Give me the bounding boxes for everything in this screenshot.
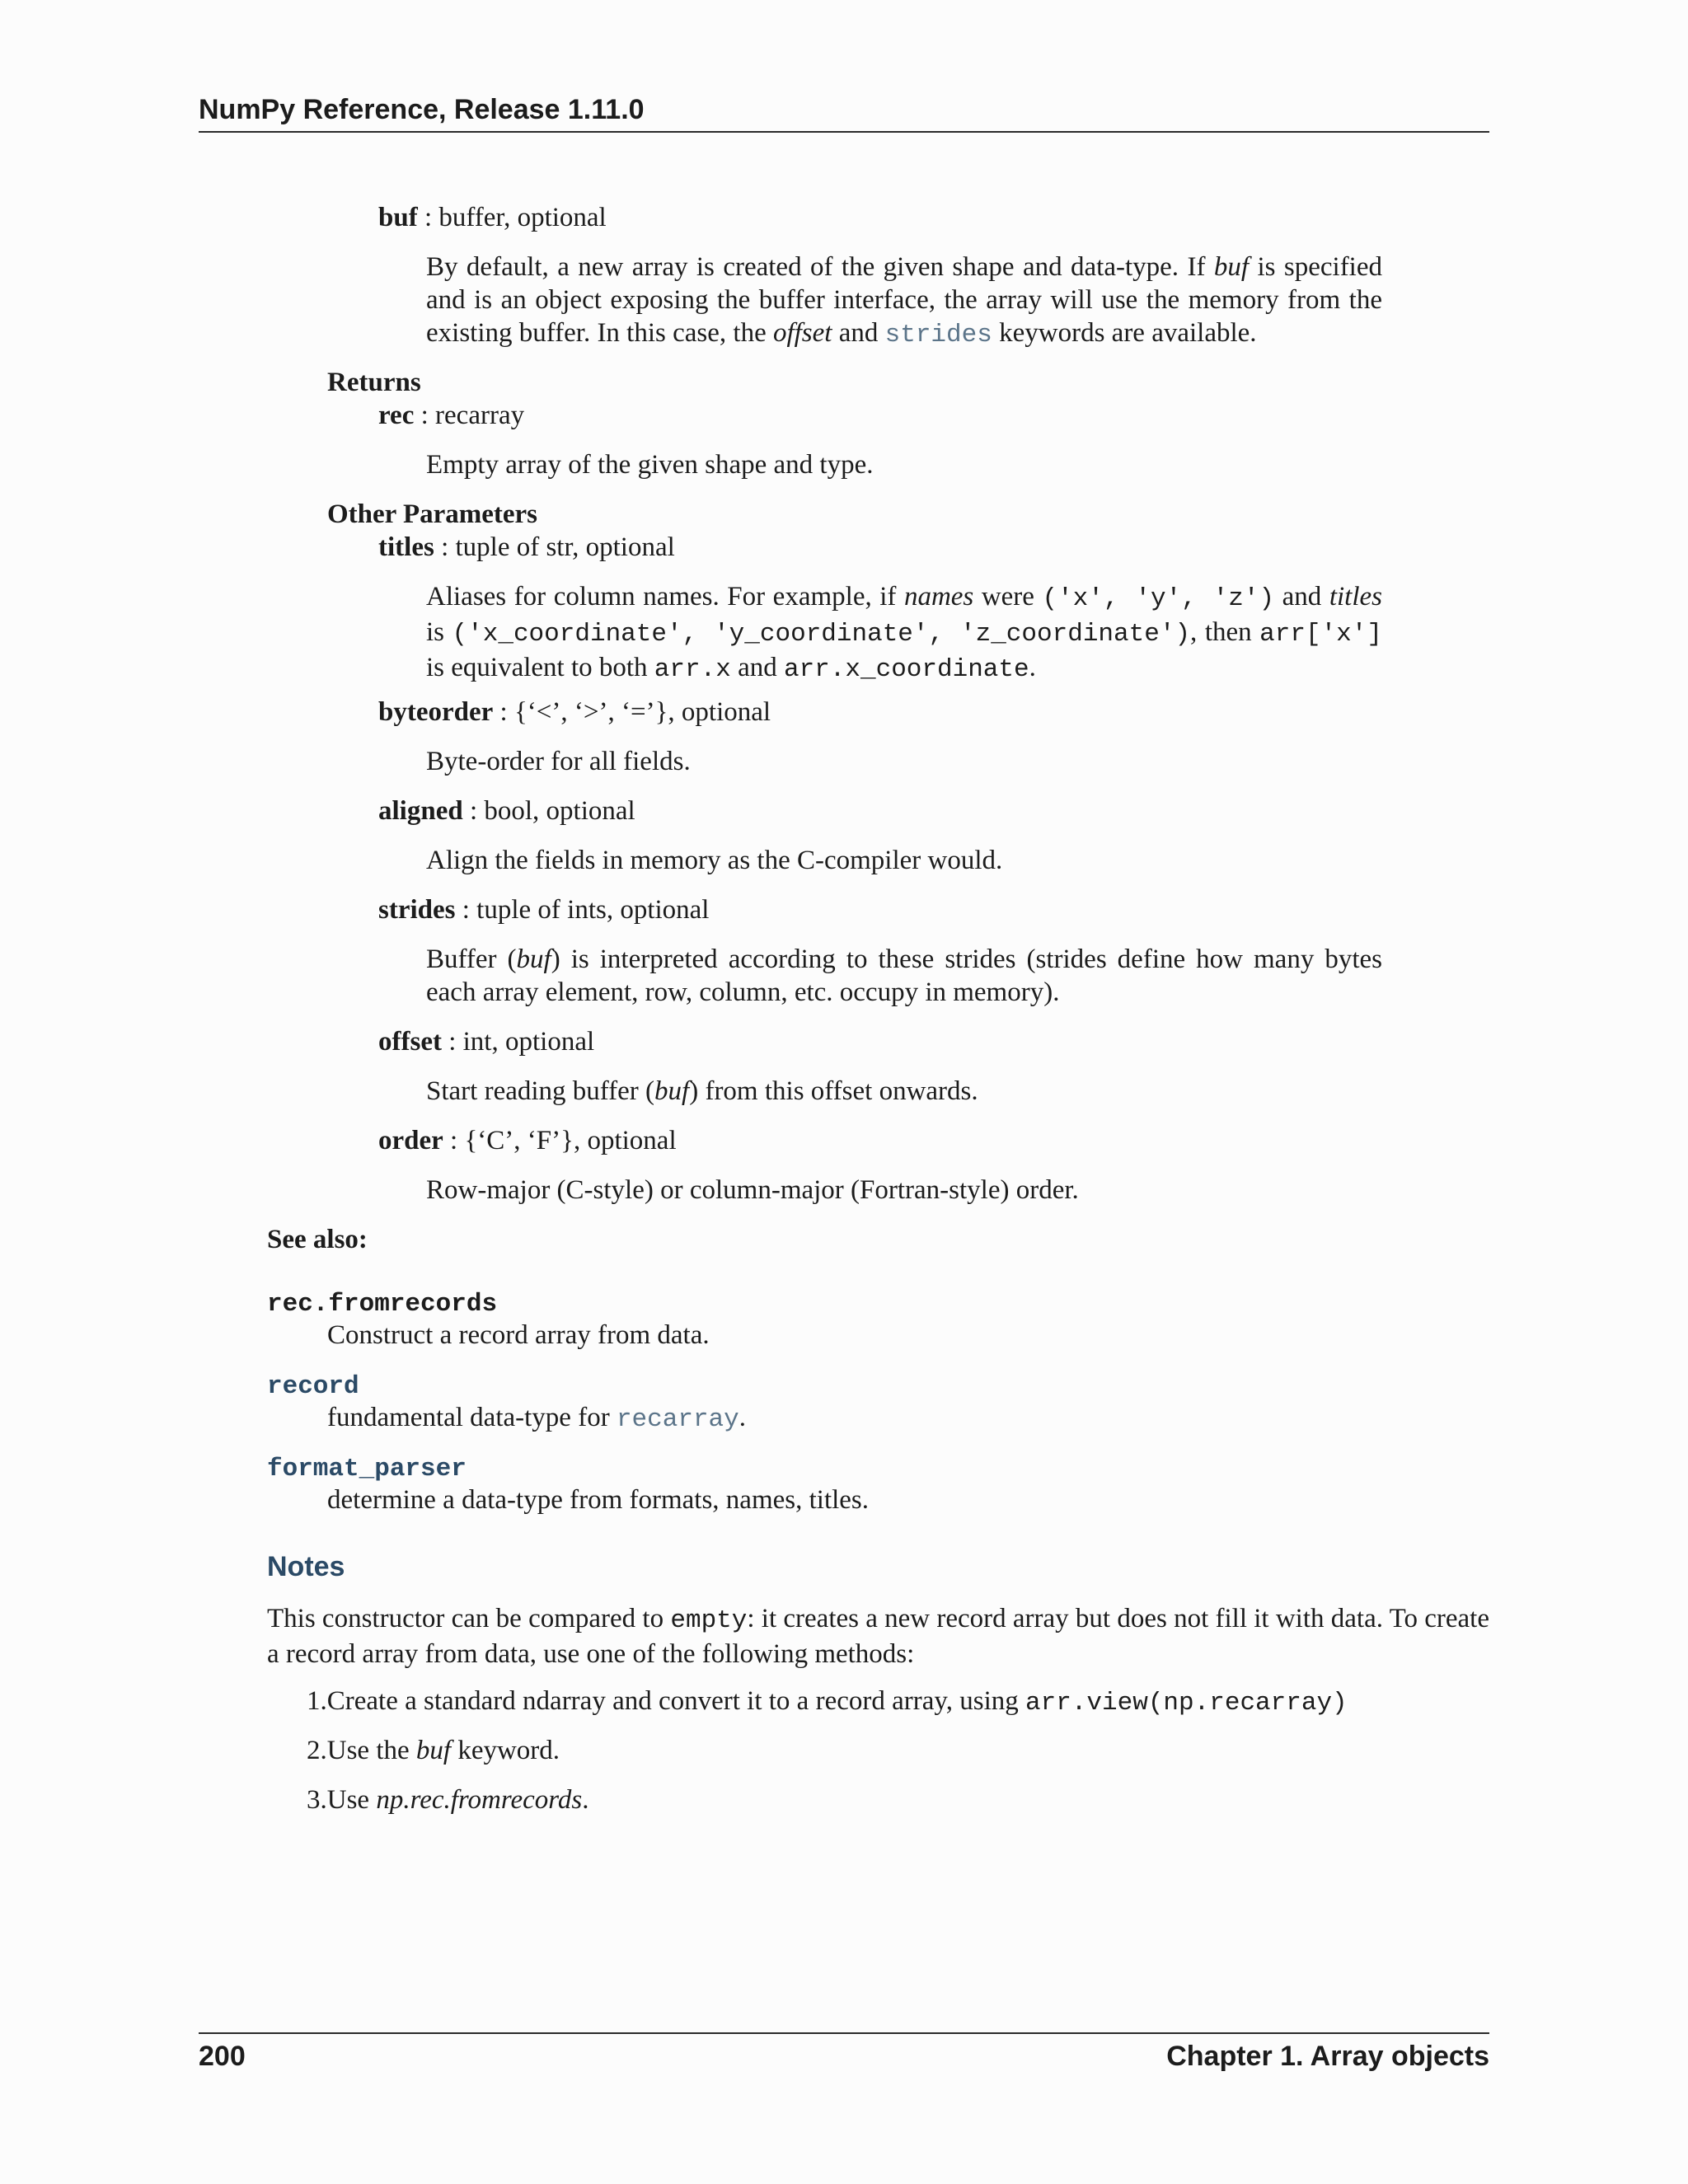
see-also-item-rec-fromrecords xyxy=(267,1290,710,1352)
desc-text: Buffer ( xyxy=(426,944,517,974)
notes-paragraph xyxy=(267,1602,1489,1671)
param-buf-description xyxy=(426,251,1382,352)
desc-text: . xyxy=(1029,653,1036,682)
desc-text: ) is interpreted according to these strides (strides define how many bytes each array element, row, column, etc. occupy in memory). xyxy=(426,944,1382,1007)
param-sep: : xyxy=(441,1027,463,1057)
desc-text: Use the xyxy=(326,1736,416,1765)
param-type: int, optional xyxy=(462,1027,595,1057)
param-name: order xyxy=(378,1126,443,1155)
desc-text: This constructor can be compared to xyxy=(267,1604,671,1633)
desc-text: . xyxy=(738,1403,747,1432)
notes-list-item xyxy=(307,1685,1348,1720)
see-also-desc: determine a data-type from formats, names, titles. xyxy=(327,1485,870,1515)
desc-text: and xyxy=(1274,582,1329,612)
param-titles xyxy=(378,531,675,564)
param-rec xyxy=(378,399,524,432)
see-also-desc xyxy=(327,1401,746,1436)
param-type: tuple of ints, optional xyxy=(476,895,710,925)
desc-text: is xyxy=(426,617,452,647)
param-name: buf xyxy=(378,203,418,232)
list-number: 1. xyxy=(307,1686,327,1716)
list-number: 2. xyxy=(307,1736,327,1765)
param-order-description: Row-major (C-style) or column-major (Fortran-style) order. xyxy=(426,1175,1079,1205)
desc-emphasis: buf xyxy=(654,1076,690,1106)
param-sep: : xyxy=(462,796,485,826)
desc-text: Use xyxy=(326,1785,377,1815)
desc-emphasis: buf xyxy=(1213,252,1250,282)
desc-emphasis: np.rec.fromrecords xyxy=(376,1785,583,1815)
desc-emphasis: names xyxy=(903,582,974,612)
inline-code: arr['x'] xyxy=(1259,620,1382,649)
strides-link[interactable]: strides xyxy=(884,321,992,349)
desc-emphasis: offset xyxy=(772,318,832,348)
desc-text: keyword. xyxy=(451,1736,560,1765)
inline-code: empty xyxy=(670,1606,748,1635)
desc-text: , then xyxy=(1190,617,1260,647)
param-name: aligned xyxy=(378,796,463,826)
param-name: offset xyxy=(378,1027,442,1057)
notes-heading: Notes xyxy=(267,1551,345,1582)
inline-code: ('x_coordinate', 'y_coordinate', 'z_coordinate') xyxy=(452,620,1191,649)
format-parser-link[interactable]: format_parser xyxy=(267,1455,467,1483)
inline-code: arr.x xyxy=(654,655,731,684)
param-type: {‘<’, ‘>’, ‘=’}, optional xyxy=(513,697,771,727)
param-name: strides xyxy=(378,895,456,925)
param-sep: : xyxy=(434,532,456,562)
desc-text: and xyxy=(730,653,784,682)
param-byteorder xyxy=(378,696,771,729)
param-sep: : xyxy=(443,1126,465,1155)
desc-text: By default, a new array is created of the given shape and data-type. If xyxy=(426,252,1214,282)
param-aligned xyxy=(378,794,635,827)
desc-text: ) from this offset onwards. xyxy=(689,1076,978,1106)
desc-text: Start reading buffer ( xyxy=(426,1076,655,1106)
param-offset xyxy=(378,1025,594,1058)
param-buf xyxy=(378,201,607,234)
running-header xyxy=(199,94,1489,133)
desc-emphasis: buf xyxy=(516,944,551,974)
param-strides-description xyxy=(426,943,1382,1009)
see-also-desc: Construct a record array from data. xyxy=(327,1320,710,1350)
desc-emphasis: buf xyxy=(415,1736,452,1765)
param-sep: : xyxy=(414,401,436,430)
param-sep: : xyxy=(455,895,477,925)
param-name: rec xyxy=(378,401,415,430)
param-type: {‘C’, ‘F’}, optional xyxy=(464,1126,677,1155)
desc-text: Aliases for column names. For example, if xyxy=(426,582,904,612)
list-number: 3. xyxy=(307,1785,327,1815)
inline-code: arr.view(np.recarray) xyxy=(1025,1689,1348,1718)
param-type: recarray xyxy=(435,401,525,430)
param-name: byteorder xyxy=(378,697,494,727)
notes-list-item xyxy=(307,1734,560,1767)
header-title: NumPy Reference, Release 1.11.0 xyxy=(199,94,645,125)
param-order xyxy=(378,1124,677,1157)
param-sep: : xyxy=(493,697,514,727)
see-also-name: rec.fromrecords xyxy=(267,1290,498,1319)
param-type: bool, optional xyxy=(484,796,635,826)
param-type: buffer, optional xyxy=(438,203,607,232)
inline-code: ('x', 'y', 'z') xyxy=(1042,584,1275,613)
inline-code: arr.x_coordinate xyxy=(783,655,1029,684)
param-type: tuple of str, optional xyxy=(455,532,675,562)
param-titles-description xyxy=(426,580,1382,687)
running-footer xyxy=(199,2032,1489,2073)
other-params-heading: Other Parameters xyxy=(327,499,538,529)
see-also-item-format-parser xyxy=(267,1455,869,1516)
desc-text: were xyxy=(973,582,1043,612)
desc-text: fundamental data-type for xyxy=(327,1403,617,1432)
see-also-item-record xyxy=(267,1372,746,1436)
desc-text: : it creates a new record array but does not fill it with data. To create a record array from data, use one of the following methods: xyxy=(267,1604,1489,1669)
chapter-title: Chapter 1. Array objects xyxy=(1166,2041,1489,2072)
param-name: titles xyxy=(378,532,434,562)
recarray-link[interactable]: recarray xyxy=(616,1405,739,1434)
param-sep: : xyxy=(417,203,439,232)
param-rec-description: Empty array of the given shape and type. xyxy=(426,450,874,480)
desc-text: keywords are available. xyxy=(992,318,1257,348)
desc-text: Create a standard ndarray and convert it to a record array, using xyxy=(326,1686,1025,1716)
param-byteorder-description: Byte-order for all fields. xyxy=(426,747,691,776)
notes-list-item xyxy=(307,1783,588,1816)
desc-text: is equivalent to both xyxy=(426,653,654,682)
record-link[interactable]: record xyxy=(267,1372,359,1401)
returns-heading: Returns xyxy=(327,368,421,397)
page-number: 200 xyxy=(199,2041,246,2072)
param-offset-description xyxy=(426,1075,978,1108)
see-also-heading: See also: xyxy=(267,1225,368,1254)
param-strides xyxy=(378,893,709,926)
param-aligned-description: Align the fields in memory as the C-compiler would. xyxy=(426,846,1003,875)
desc-emphasis: titles xyxy=(1329,582,1382,612)
desc-text: is specified and is an object exposing the buffer interface, the array will use the memory from the existing buffer. In this case, the xyxy=(426,252,1382,348)
desc-text: and xyxy=(832,318,885,348)
desc-text: . xyxy=(582,1785,589,1815)
